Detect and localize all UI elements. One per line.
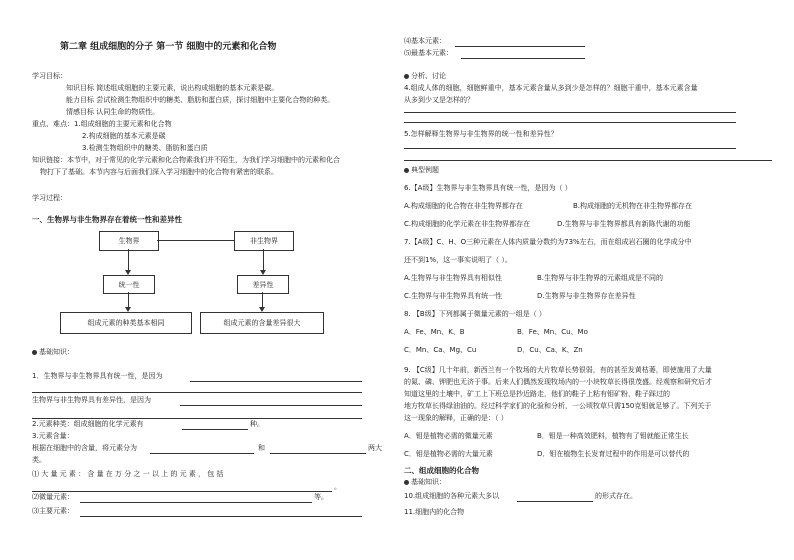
q7-option-c[interactable]: C.生物界与非生物界具有统一性 — [404, 292, 503, 300]
answer-blank[interactable] — [80, 502, 312, 503]
q3-heading: 3.元素含量： — [32, 432, 74, 440]
q8-option-b[interactable]: B．Fe、Mn、Cu、Mo — [517, 328, 588, 336]
q3-two: 两大 — [368, 444, 382, 452]
unity-box — [103, 275, 155, 294]
connector-line — [262, 292, 263, 308]
q9-option-c[interactable]: C．钼是植物必需的大量元素 — [404, 450, 493, 458]
q9-option-b[interactable]: B．钼是一种高效肥料，植物有了钼就能正常生长 — [537, 432, 689, 440]
micro-elements-text: ⑵微量元素： — [32, 493, 74, 501]
q9-line-4: 地方牧草长得绿油油的。经过科学家们的化验和分析，一公顷牧草只需150克钼就足够了。下列关于 — [404, 402, 712, 410]
answer-blank[interactable] — [404, 160, 772, 161]
main-elements-text: ⑶主要元素： — [32, 507, 74, 515]
learning-process: 学习过程： — [32, 194, 67, 202]
q3-and: 和 — [258, 444, 265, 452]
answer-blank[interactable] — [404, 122, 736, 123]
micro-elements-suffix: 等。 — [314, 493, 328, 501]
connector-line — [157, 240, 234, 241]
answer-blank[interactable] — [461, 58, 585, 59]
goal-knowledge: 知识目标 简述组成细胞的主要元素，说出构成细胞的基本元素是碳。 — [66, 84, 279, 92]
answer-blank[interactable] — [180, 405, 362, 406]
goal-ability: 能力目标 尝试检测生物组织中的糖类、脂肪和蛋白质，探讨细胞中主要化合物的种类。 — [66, 96, 335, 104]
section-2-heading: 二、组成细胞的化合物 — [404, 466, 479, 475]
basics2-heading — [404, 478, 446, 487]
bullet-icon — [404, 74, 409, 79]
q7-option-d[interactable]: D.生物界与非生物界存在差异性 — [537, 292, 636, 300]
answer-blank[interactable] — [404, 148, 736, 149]
q9-line-2: 的氮、磷、钾肥也无济于事。后来人们偶然发现牧场内的一小块牧草长得很茂盛。经观察和研究后才 — [404, 378, 712, 386]
goal-emotion: 情感目标 认同生命的物质性。 — [66, 108, 160, 116]
knowledge-link-1: 知识链接：本节中，对于常见的化学元素和化合物素我们并不陌生，为我们学习细胞中的元素和化合 — [32, 156, 340, 164]
difference-box — [237, 275, 289, 294]
answer-blank[interactable] — [32, 491, 332, 492]
basic-elements-text: ⑷基本元素： — [404, 37, 446, 45]
q6-option-d[interactable]: D.生物界与非生物界都具有新陈代谢的功能 — [557, 220, 691, 228]
nonliving-world-box — [234, 231, 294, 251]
answer-blank[interactable] — [404, 112, 736, 113]
analysis-label: 分析、讨论 — [411, 72, 446, 80]
bullet-icon — [32, 350, 37, 355]
period: 。 — [334, 483, 341, 491]
nonliving-world-label: 非生物界 — [250, 237, 278, 245]
q10-suffix: 的形式存在。 — [595, 492, 637, 500]
q9-line-5: 这一现象的解释，正确的是：（ ） — [404, 414, 508, 422]
connector-line — [128, 249, 129, 271]
key-points-3: 3.检测生物组织中的糖类、脂肪和蛋白质 — [82, 144, 208, 152]
q9-option-d[interactable]: D．钼在植物生长发育过程中的作用是可以替代的 — [537, 450, 690, 458]
q8-option-a[interactable]: A．Fe、Mn、K、B — [404, 328, 465, 336]
difference-label: 差异性 — [252, 280, 274, 289]
knowledge-link-2: 物打下了基础。本节内容与后面我们深入学习细胞中的化合物有紧密的联系。 — [40, 168, 278, 176]
q8-text: 8. 【B级】下列都属于微量元素的一组是（ ） — [404, 310, 546, 318]
q6-option-b[interactable]: B.构成细胞的无机物在非生物界都存在 — [573, 202, 693, 210]
q4-line-2: 从多到少又是怎样的？ — [404, 96, 474, 104]
connector-line — [128, 292, 129, 308]
q6-option-a[interactable]: A.构成细胞的化合物在非生物界都存在 — [404, 202, 523, 210]
basics2-label: 基础知识： — [411, 478, 446, 486]
living-world-box — [99, 231, 159, 251]
key-points-1: 重点、难点：1.组成细胞的主要元素和化合物 — [32, 120, 172, 128]
q11-text: 11.细胞内的化合物 — [404, 508, 465, 516]
page-title: 第二章 组成细胞的分子 第一节 细胞中的元素和化合物 — [60, 42, 277, 52]
difference-description: 组成元素的含量差异很大 — [223, 319, 301, 327]
q7-option-a[interactable]: A.生物界与非生物界具有相似性 — [404, 274, 502, 282]
q7-line-2: 还不到1%，这一事实说明了（ ）。 — [404, 256, 512, 264]
examples-heading — [404, 166, 439, 175]
q1b-text: 生物界与非生物界具有差异性，是因为 — [32, 396, 151, 404]
macro-elements-text: ⑴ 大 量 元 素 ： 含 量 在 万 分 之 一 以 上 的 元 素 ， 包 括 — [32, 470, 224, 478]
right-column — [397, 0, 794, 560]
key-points-2: 2.构成细胞的基本元素是碳 — [82, 132, 166, 140]
difference-description-box — [200, 312, 324, 334]
answer-blank[interactable] — [32, 418, 362, 419]
answer-blank[interactable] — [270, 453, 366, 454]
answer-blank[interactable] — [150, 453, 254, 454]
q6-text: 6.【A级】生物界与非生物界具有统一性，是因为（ ） — [404, 184, 572, 192]
answer-blank[interactable] — [455, 46, 585, 47]
analysis-heading — [404, 72, 446, 81]
q4-line-1: 4.组成人体的细胞，细胞鲜重中，基本元素含量从多到少是怎样的？细胞干重中，基本元素含量 — [404, 84, 698, 92]
answer-blank[interactable] — [80, 516, 362, 517]
q5-text: 5.怎样解释生物界与非生物界的统一性和差异性？ — [404, 130, 558, 138]
bullet-icon — [404, 480, 409, 485]
q2-suffix: 种。 — [250, 420, 264, 428]
unity-label: 统一性 — [118, 280, 140, 289]
goals-heading: 学习目标： — [32, 72, 67, 80]
q6-option-c[interactable]: C.构成细胞的化学元素在非生物界都存在 — [404, 220, 531, 228]
most-basic-element-text: ⑸最基本元素： — [404, 49, 453, 57]
answer-blank[interactable] — [190, 381, 362, 382]
q9-line-3: 知道这里的土壤中，矿工上下班总是抄近路走，他们的鞋子上粘有钼矿粉，鞋子踩过的 — [404, 390, 670, 398]
basics-heading — [32, 348, 74, 357]
q7-line-1: 7.【A级】C、H、O三种元素在人体内质量分数约为73%左右，而在组成岩石圈的化学成分中 — [404, 238, 692, 246]
connector-line — [263, 249, 264, 271]
basics-label: 基础知识： — [39, 348, 74, 356]
unity-description-box — [60, 312, 192, 334]
q10-text: 10.组成细胞的各种元素大多以 — [404, 492, 500, 500]
q8-option-c[interactable]: C．Mn、Ca、Mg、Cu — [404, 346, 477, 354]
living-world-label: 生物界 — [118, 237, 140, 245]
q2-text: 2.元素种类：组成细胞的化学元素有 — [32, 420, 144, 428]
q1a-text: 1．生物界与非生物界具有统一性，是因为 — [32, 372, 163, 380]
unity-description: 组成元素的种类基本相同 — [87, 319, 165, 327]
q9-line-1: 9. 【C级】几十年前，新西兰有一个牧场的大片牧草长势很弱，有的甚至发黄枯萎，即使施用了大量 — [404, 366, 712, 374]
answer-blank[interactable] — [517, 501, 593, 502]
q3-class: 类。 — [32, 456, 46, 464]
q9-option-a[interactable]: A．钼是植物必需的微量元素 — [404, 432, 493, 440]
answer-blank[interactable] — [182, 429, 248, 430]
q3-text: 根据在细胞中的含量，将元素分为 — [32, 444, 137, 452]
examples-label: 典型例题 — [411, 166, 439, 174]
answer-blank[interactable] — [32, 392, 362, 393]
bullet-icon — [404, 168, 409, 173]
q8-option-d[interactable]: D．Cu、Ca、K、Zn — [517, 346, 583, 354]
section-1-heading: 一、生物界与非生物界存在着统一性和差异性 — [32, 215, 182, 224]
q7-option-b[interactable]: B.生物界与非生物界的元素组成是不同的 — [537, 274, 664, 282]
